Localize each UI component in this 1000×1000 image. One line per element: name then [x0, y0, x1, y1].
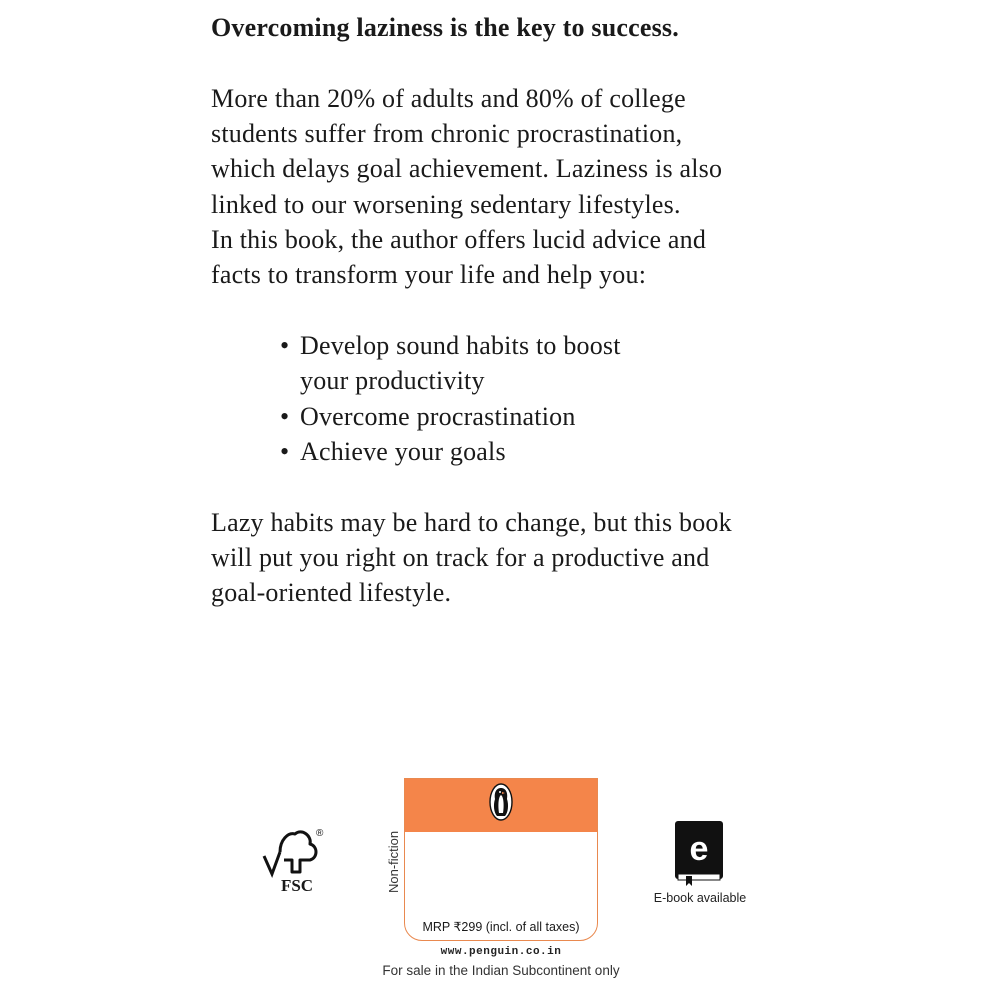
intro-line: In this book, the author offers lucid advice and	[211, 224, 707, 254]
benefits-list	[280, 328, 621, 470]
intro-line: facts to transform your life and help you:	[211, 260, 647, 290]
intro-line: students suffer from chronic procrastination,	[211, 119, 683, 149]
price-label: MRP ₹299 (incl. of all taxes)	[422, 920, 580, 934]
bullet-icon: •	[280, 401, 290, 431]
intro-line: linked to our worsening sedentary lifestyles.	[211, 189, 681, 219]
list-item	[280, 434, 621, 469]
closing-line: goal-oriented lifestyle.	[211, 578, 452, 608]
ebook-icon-letter: e	[689, 830, 709, 868]
closing-line: will put you right on track for a productive and	[211, 543, 710, 573]
publisher-band	[405, 779, 597, 832]
closing-paragraph	[211, 505, 911, 611]
list-item-text: your productivity	[300, 366, 485, 396]
list-item	[280, 399, 621, 434]
bullet-icon: •	[280, 437, 290, 467]
list-item-text: Achieve your goals	[300, 437, 506, 467]
sale-note: For sale in the Indian Subcontinent only	[382, 963, 620, 978]
list-item	[280, 328, 621, 399]
intro-paragraph	[211, 81, 911, 292]
fsc-label: FSC	[280, 876, 314, 895]
bullet-icon: •	[280, 331, 290, 360]
intro-line: which delays goal achievement. Laziness is also	[211, 154, 723, 184]
ebook-label: E-book available	[653, 891, 747, 905]
list-item-text: Develop sound habits to boost	[300, 331, 621, 360]
price-box	[404, 778, 598, 941]
intro-line: More than 20% of adults and 80% of college	[211, 84, 686, 113]
list-item-text: Overcome procrastination	[300, 401, 576, 431]
ebook-icon	[674, 820, 724, 886]
headline: Overcoming laziness is the key to success.	[211, 13, 679, 42]
fsc-registered-mark: ®	[316, 828, 324, 839]
website-url: www.penguin.co.in	[440, 946, 562, 958]
penguin-logo-icon	[489, 783, 513, 821]
closing-line: Lazy habits may be hard to change, but this book	[211, 508, 732, 537]
genre-label: Non-fiction	[386, 830, 401, 893]
